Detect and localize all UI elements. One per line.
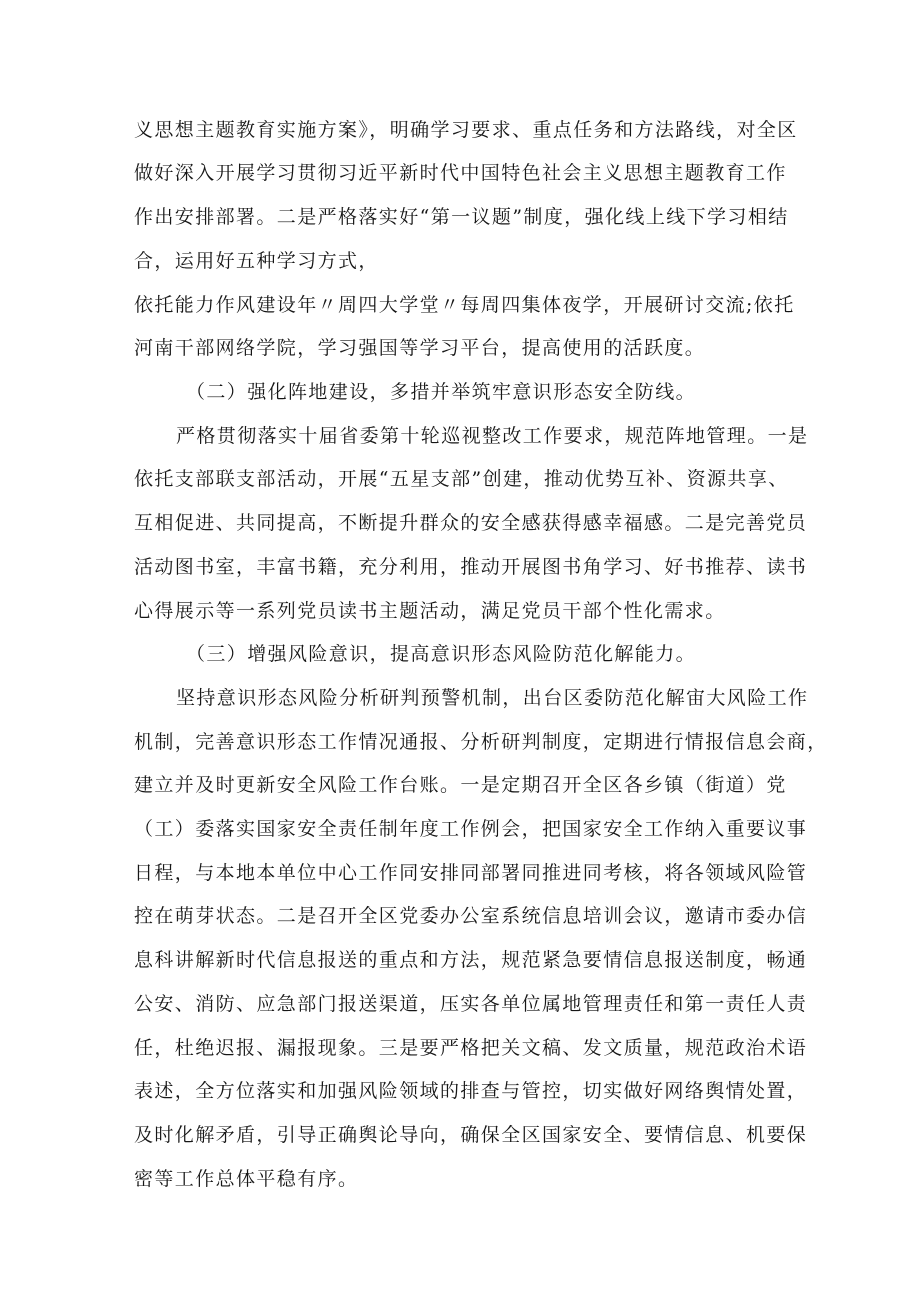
body-text-line: 建立并及时更新安全风险工作台账。一是定期召开全区各乡镇（街道）党 xyxy=(134,774,787,796)
body-text-line: 息科讲解新时代信息报送的重点和方法，规范紧急要情信息报送制度，畅通 xyxy=(134,949,808,971)
body-text-line: 控在萌芽状态。二是召开全区党委办公室系统信息培训会议，邀请市委办信 xyxy=(134,905,808,927)
body-text-line: 心得展示等一系列党员读书主题活动，满足党员干部个性化需求。 xyxy=(134,600,726,622)
section-heading-3: （三）增强风险意识，提高意识形态风险防范化解能力。 xyxy=(186,643,697,665)
paragraph-first-line: 严格贯彻落实十届省委第十轮巡视整改工作要求，规范阵地管理。一是 xyxy=(176,425,809,447)
body-text-line: 河南干部网络学院，学习强国等学习平台，提高使用的活跃度。 xyxy=(134,337,706,359)
body-text-line: 做好深入开展学习贯彻习近平新时代中国特色社会主义思想主题教育工作 xyxy=(134,162,787,184)
body-text-line: 作出安排部署。二是严格落实好“第一议题”制度，强化线上线下学习相结 xyxy=(134,206,789,228)
body-text-line: 及时化解矛盾，引导正确舆论导向，确保全区国家安全、要情信息、机要保 xyxy=(134,1124,808,1146)
body-text-line: 机制，完善意识形态工作情况通报、分析研判制度，定期进行情报信息会商， xyxy=(134,731,828,753)
body-text-line: 依托能力作风建设年〃周四大学堂〃每周四集体夜学，开展研讨交流;依托 xyxy=(134,294,795,316)
body-text-line: 依托支部联支部活动，开展“五星支部”创建，推动优势互补、资源共享、 xyxy=(134,468,789,490)
body-text-line: 任，杜绝迟报、漏报现象。三是要严格把关文稿、发文质量，规范政治术语 xyxy=(134,1037,808,1059)
section-heading-2: （二）强化阵地建设，多措并举筑牢意识形态安全防线。 xyxy=(186,381,697,403)
body-text-line: 活动图书室，丰富书籍，充分利用，推动开展图书角学习、好书推荐、读书 xyxy=(134,556,808,578)
body-text-line: 合，运用好五种学习方式， xyxy=(134,250,379,272)
body-text-line: 日程，与本地本单位中心工作同安排同部署同推进同考核，将各领域风险管 xyxy=(134,862,808,884)
body-text-line: 表述，全方位落实和加强风险领域的排查与管控，切实做好网络舆情处置， xyxy=(134,1080,808,1102)
body-text-line: 义思想主题教育实施方案》，明确学习要求、重点任务和方法路线，对全区 xyxy=(134,119,798,141)
paragraph-first-line: 坚持意识形态风险分析研判预警机制，出台区委防范化解宙大风险工作 xyxy=(176,687,809,709)
body-text-line: 密等工作总体平稳有序。 xyxy=(134,1168,359,1190)
body-text-line: 公安、消防、应急部门报送渠道，压实各单位属地管理责任和第一责任人责 xyxy=(134,993,808,1015)
body-text-line: 互相促进、共同提高，不断提升群众的安全感获得感幸福感。二是完善党员 xyxy=(134,512,808,534)
body-text-line: （工）委落实国家安全责任制年度工作例会，把国家安全工作纳入重要议事 xyxy=(134,818,808,840)
